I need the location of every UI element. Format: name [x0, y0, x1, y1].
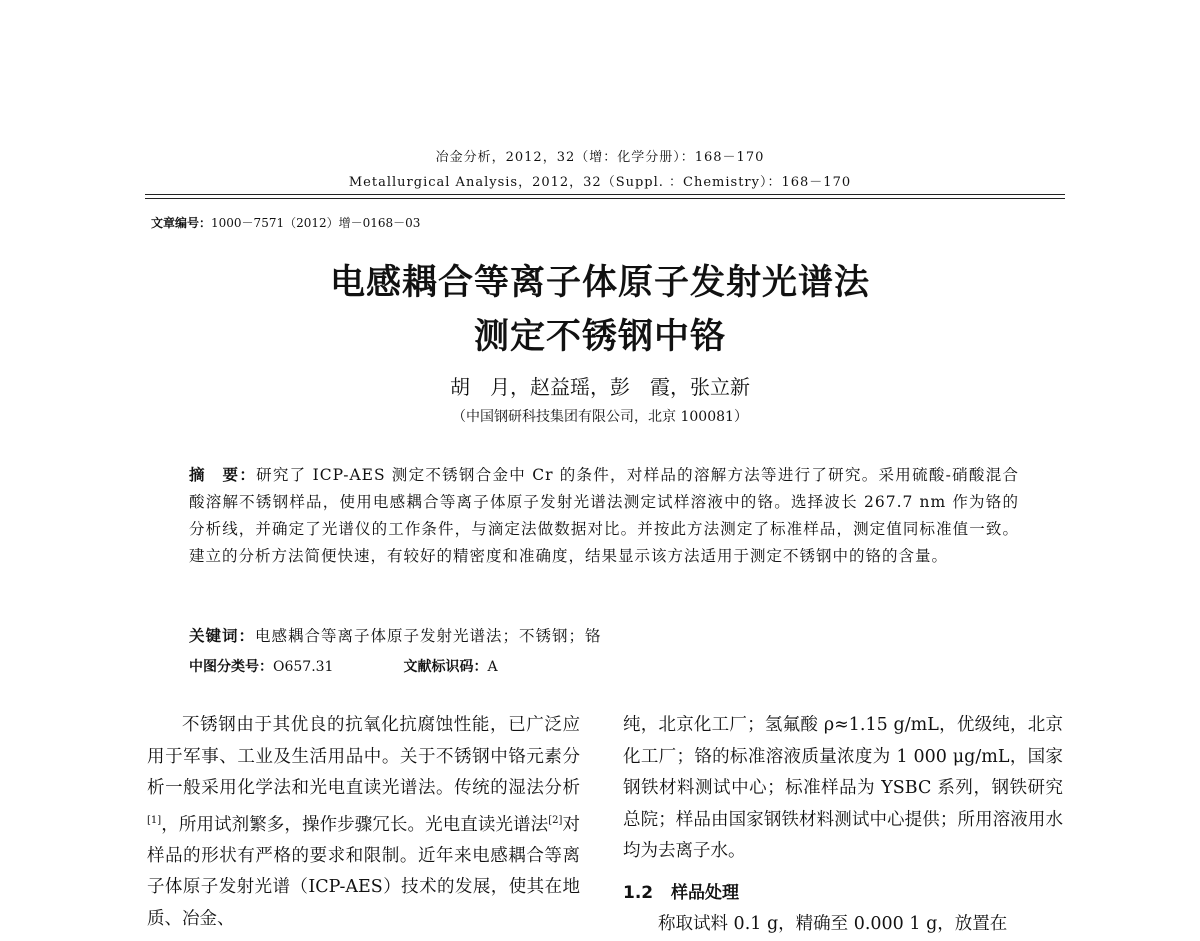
doc-code-label: 文献标识码： — [403, 659, 488, 675]
keywords-label: 关键词： — [189, 627, 256, 645]
journal-header-cn: 冶金分析，2012，32（增：化学分册）：168－170 — [435, 150, 765, 165]
keywords-text: 电感耦合等离子体原子发射光谱法；不锈钢；铬 — [255, 627, 602, 645]
abstract — [189, 462, 1019, 570]
reagents-text: 纯，北京化工厂；氢氟酸 ρ≈1.15 g/mL，优级纯，北京化工厂；铬的标准溶液质量浓度为 1 000 μg/mL，国家钢铁材料测试中心；标准样品为 YSBC 系列，钢铁研究总院；样品由国家钢铁材料测试中心提供；所用溶液用水均为去离子水。 — [623, 715, 1063, 861]
clc-value: O657.31 — [273, 659, 334, 675]
section-heading — [623, 878, 739, 903]
section-number: 1.2 — [623, 883, 654, 903]
abstract-text: 研究了 ICP-AES 测定不锈钢合金中 Cr 的条件，对样品的溶解方法等进行了研究。采用硫酸-硝酸混合酸溶解不锈钢样品，使用电感耦合等离子体原子发射光谱法测定试样溶液中的铬。选择波长 267.7 nm 作为铬的分析线，并确定了光谱仪的工作条件，与滴定法做数据对比。并按此方法测定了标准样品，测定值同标准值一致。建立的分析方法简便快速，有较好的精密度和准确度，结果显示该方法适用于测定不锈钢中的铬的含量。 — [189, 466, 1019, 565]
body-column-left — [147, 710, 580, 935]
intro-text-b: ，所用试剂繁多，操作步骤冗长。光电直读光谱法 — [161, 814, 549, 835]
article-number-value: 1000－7571（2012）增－0168－03 — [211, 216, 421, 230]
paper-title-line2: 测定不锈钢中铬 — [473, 317, 726, 357]
citation-ref-1: [1] — [147, 814, 162, 826]
keywords — [189, 624, 602, 646]
affiliation: （中国钢研科技集团有限公司，北京 100081） — [452, 409, 748, 425]
abstract-label: 摘 要： — [189, 466, 257, 484]
citation-ref-2: [2] — [548, 814, 563, 826]
journal-header-en: Metallurgical Analysis，2012，32（Suppl. ：Chemistry）：168－170 — [348, 175, 852, 190]
header-rule-top — [145, 194, 1065, 195]
sample-prep-text: 称取试料 0.1 g，精确至 0.000 1 g，放置在 — [658, 914, 1008, 934]
intro-text-c: 对样品的形状有严格的要求和限制。近年来电感耦合等离子体原子发射光谱（ICP-AES）技术的发展，使其在地质、冶金、 — [147, 814, 581, 929]
paper-title-line1: 电感耦合等离子体原子发射光谱法 — [329, 263, 870, 303]
article-number-label: 文章编号： — [151, 216, 212, 230]
body-column-right — [623, 710, 1063, 868]
section-title: 样品处理 — [671, 883, 739, 903]
clc-label: 中图分类号： — [189, 659, 273, 675]
intro-text-a: 不锈钢由于其优良的抗氧化抗腐蚀性能，已广泛应用于军事、工业及生活用品中。关于不锈钢中铬元素分析一般采用化学法和光电直读光谱法。传统的湿法分析 — [147, 715, 580, 798]
doc-code-value: A — [487, 659, 498, 675]
article-number — [151, 214, 420, 231]
classification-line — [189, 656, 498, 676]
authors: 胡 月，赵益瑶，彭 霞，张立新 — [450, 375, 750, 399]
header-rule-bottom — [145, 198, 1065, 199]
